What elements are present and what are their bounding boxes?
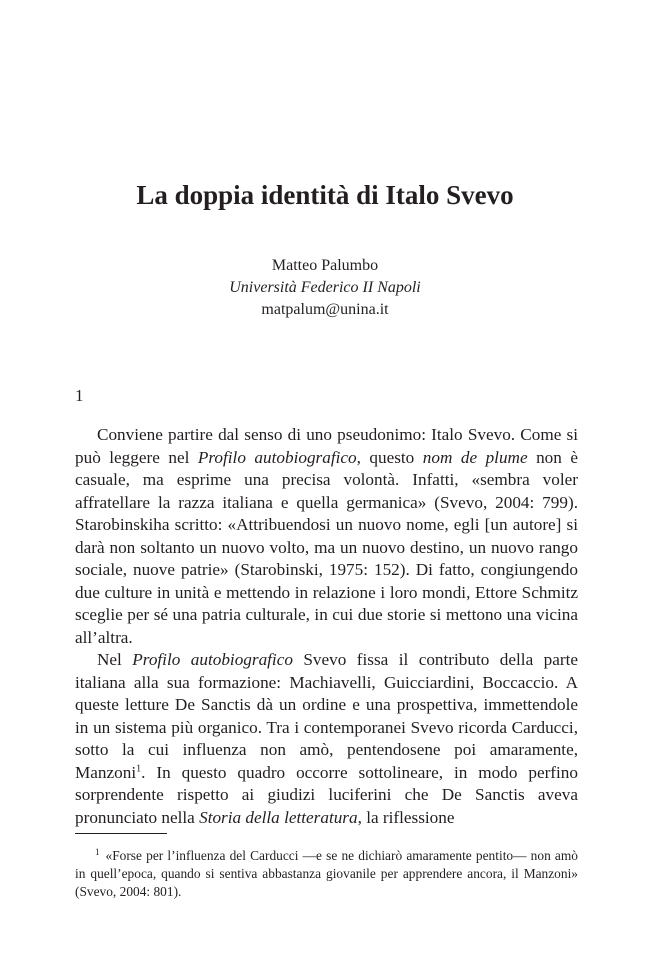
section-number: 1 <box>75 386 84 405</box>
footnote <box>75 847 578 901</box>
paragraph-1 <box>75 424 578 649</box>
p2-italic-title-2: Storia della letteratura <box>199 807 358 827</box>
p1-text-a: Conviene partire dal senso di uno pseudonimo: Italo Svevo. Come si può leggere nel <box>75 425 578 467</box>
paper-title: La doppia identità di Italo Svevo <box>136 180 514 210</box>
body-text <box>75 424 578 829</box>
p2-text-a: Nel <box>97 650 133 669</box>
author-name: Matteo Palumbo <box>271 257 379 274</box>
footnote-reference: 1 <box>136 762 142 774</box>
footnote-divider <box>75 833 167 834</box>
p2-text-d: , la riflessione <box>357 807 455 827</box>
p2-text-b: Svevo fissa il contributo della parte italiana alla sua formazione: Machiavelli, Guicciardini, Boccaccio. A queste letture De Sanctis dà un ordine e una prospettiva, immettendole in un sistema più organico. Tra i contemporanei Svevo ricorda Carducci, sotto la cui influenza non amò, pentendosene poi amaramente, Manzoni <box>75 650 578 782</box>
author-block <box>0 255 650 321</box>
author-email: matpalum@unina.it <box>261 301 389 318</box>
p2-italic-title: Profilo autobiografico <box>132 650 293 669</box>
p1-text-b: , questo <box>356 447 423 467</box>
author-affiliation: Università Federico II Napoli <box>229 279 421 296</box>
p2-text-c: . In questo quadro occorre sottolineare, in modo perfino sorprendente rispetto ai giudizi luciferini che De Sanctis aveva pronunciato nella <box>75 762 578 827</box>
p1-text-c: non è casuale, ma esprime una precisa volontà. Infatti, «sembra voler affratellare la razza italiana e quella germanica» (Svevo, 2004: 799). Starobinskiha scritto: «Attribuendosi un nuovo nome, egli [un autore] si darà non soltanto un nuovo volto, ma un nuovo destino, un nuovo rango sociale, nuove patrie» (Starobinski, 1975: 152). Di fatto, congiungendo due culture in unità e mettendo in relazione i loro mondi, Ettore Schmitz sceglie per sé una patria culturale, in cui due storie si mettono una vicina all’altra. <box>75 447 579 647</box>
p1-italic-title: Profilo autobiografico <box>197 447 357 467</box>
footnote-marker: 1 <box>95 846 100 857</box>
footnote-text: «Forse per l’influenza del Carducci —e se ne dichiarò amaramente pentito— non amò in quell’epoca, quando si sentiva abbastanza giovanile per apprendere ancora, il Manzoni» (Svevo, 2004: 801). <box>75 848 578 899</box>
paragraph-2 <box>75 649 578 829</box>
p1-italic-phrase: nom de plume <box>422 447 528 467</box>
